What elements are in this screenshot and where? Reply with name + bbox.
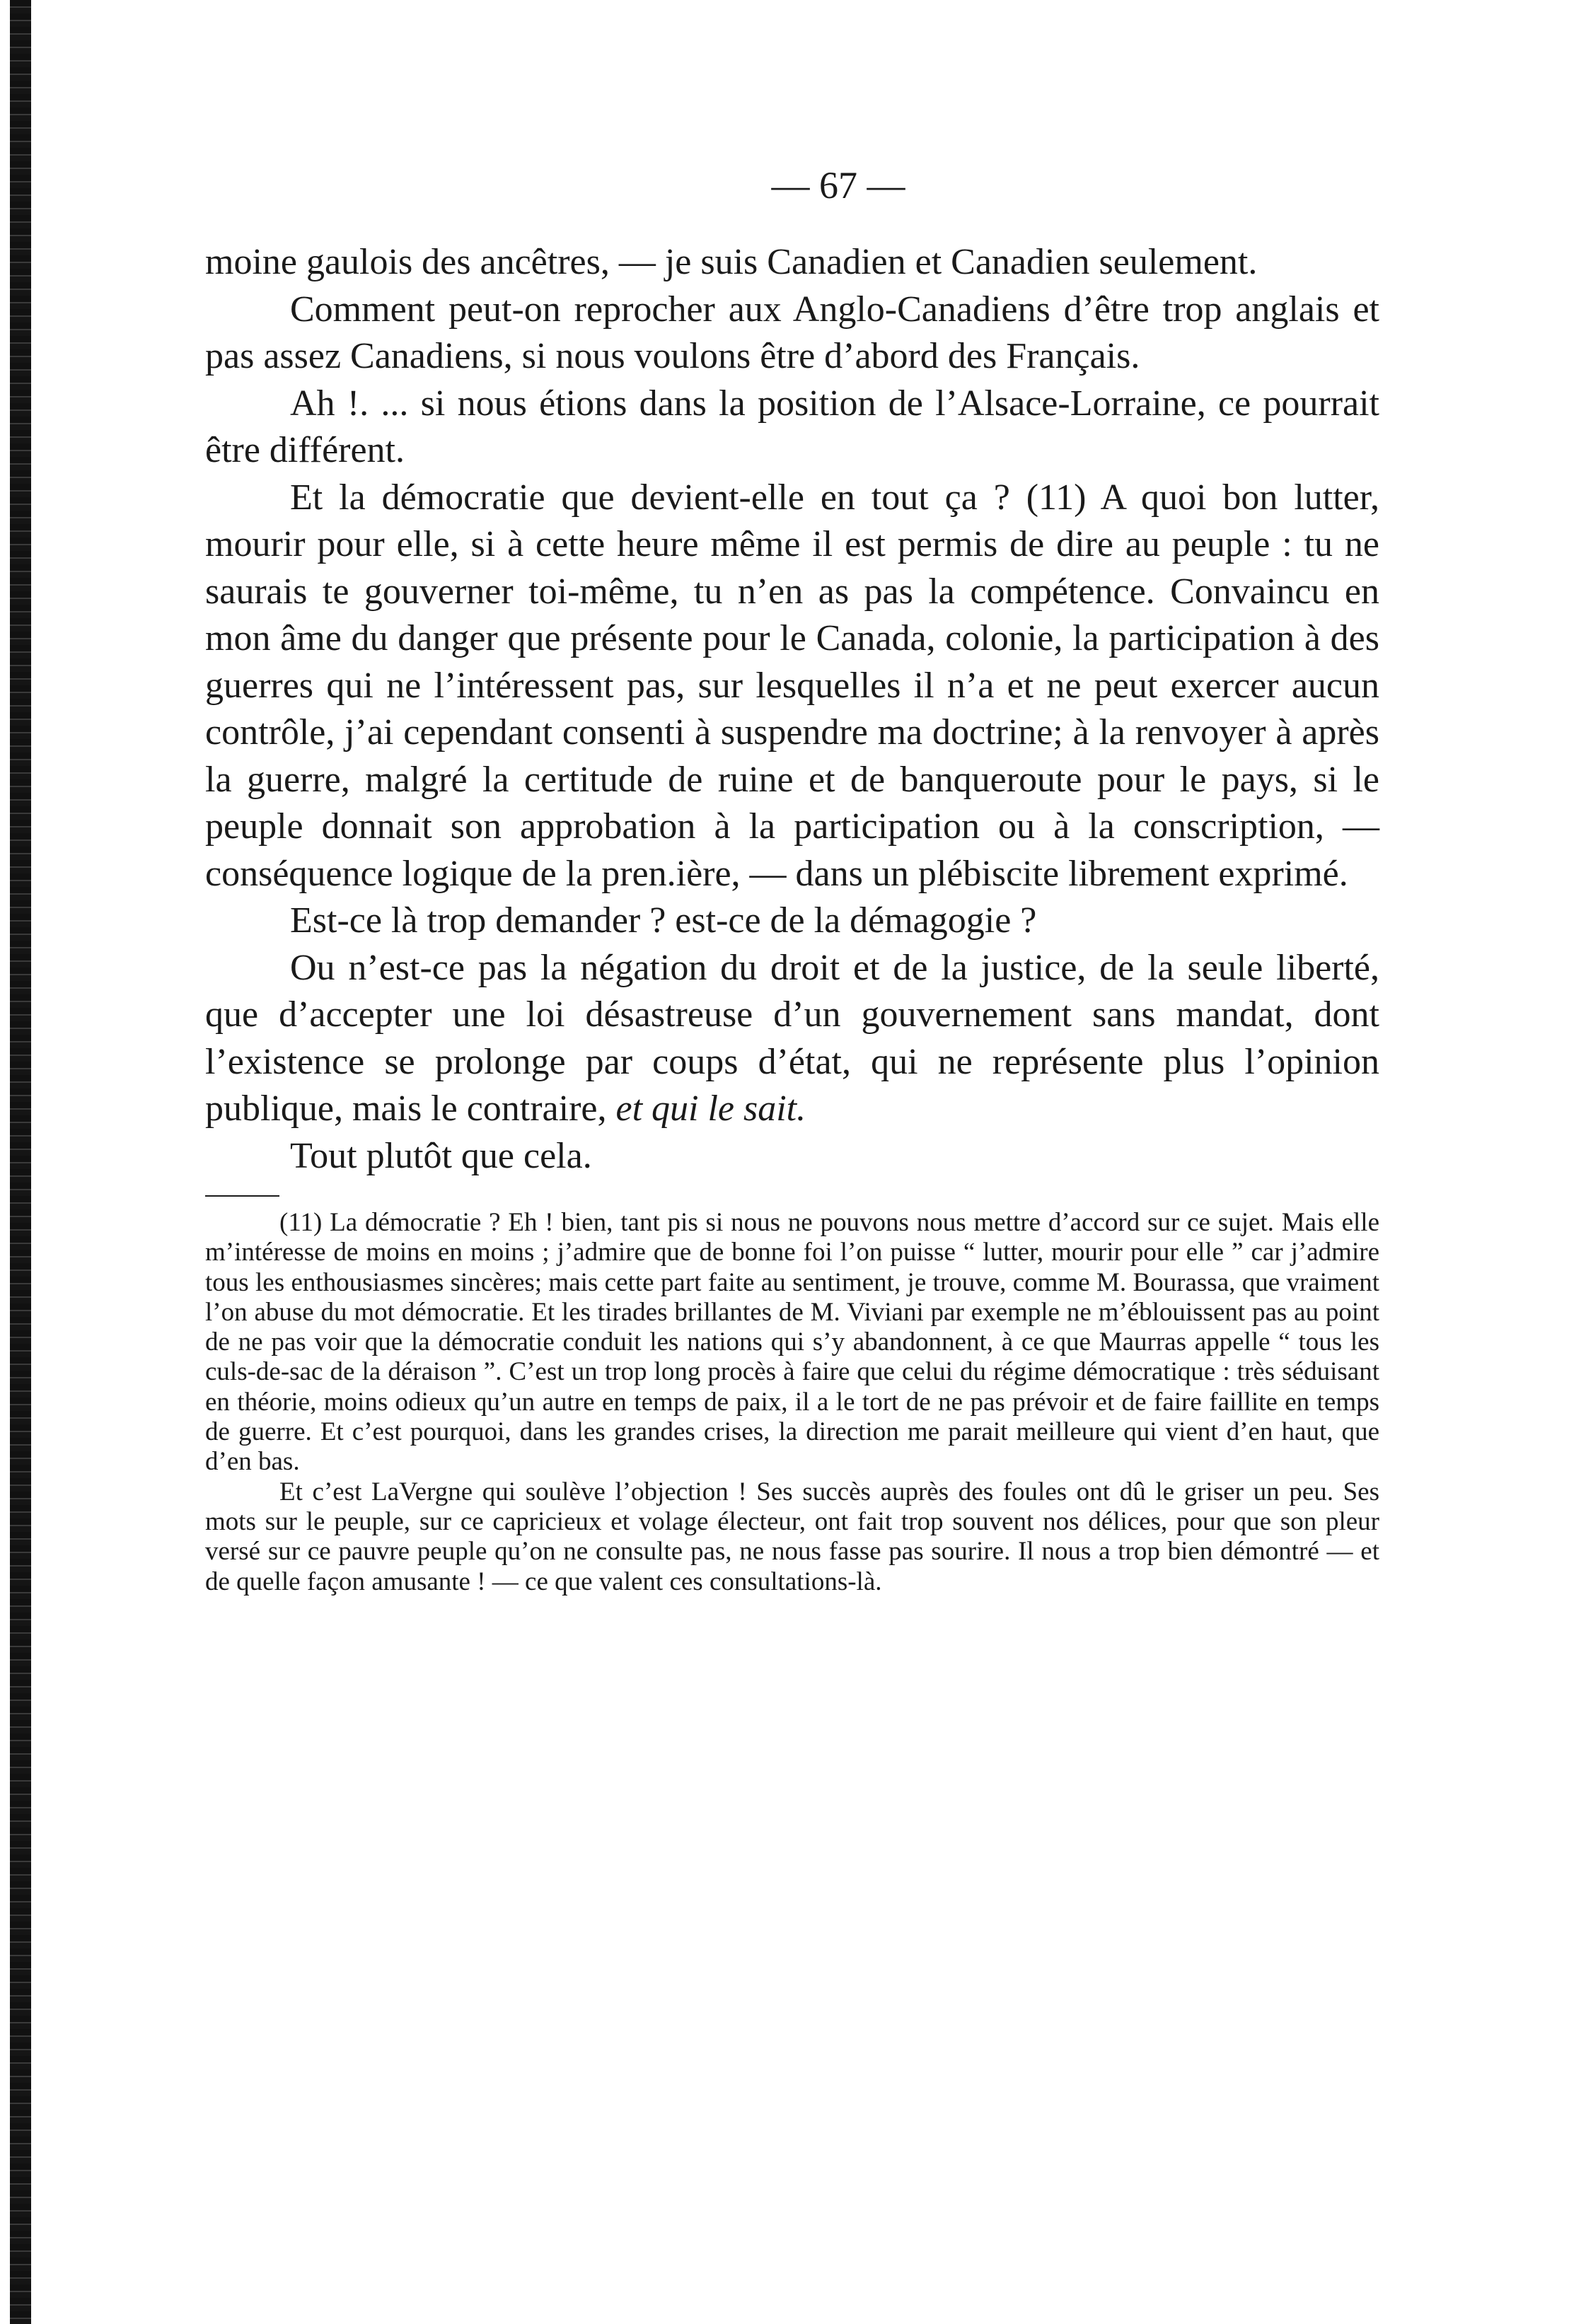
footnotes [205, 1208, 1379, 1597]
footnote-11: (11) La démocratie ? Eh ! bien, tant pis si nous ne pouvons nous mettre d’accord sur ce sujet. Mais elle m’intéresse de moins en moins ; j’admire que de bonne foi l’on puisse “ lutter, mourir pour elle ” car j’admire tous les enthousiasmes sincères; mais cette part faite au sentiment, je trouve, comme M. Bourassa, que vraiment l’on abuse du mot démocratie. Et les tirades brillantes de M. Viviani par exemple ne m’éblouissent pas au point de ne pas voir que la démocratie conduit les nations qui s’y abandonnent, à ce que Maurras appelle “ tous les culs-de-sac de la déraison ”. C’est un trop long procès à faire que celui du régime démocratique : très séduisant en théorie, moins odieux qu’un autre en temps de paix, il a le tort de ne pas prévoir et de faire faillite en temps de guerre. Et c’est pourquoi, dans les grandes crises, la direction me parait meilleure qui vient d’en haut, que d’en bas. [205, 1208, 1379, 1477]
body-paragraph-5: Est-ce là trop demander ? est-ce de la démagogie ? [290, 900, 1037, 941]
body-paragraph-1: moine gaulois des ancêtres, — je suis Canadien et Canadien seulement. [205, 242, 1258, 282]
body-paragraph-2: Comment peut-on reprocher aux Anglo-Canadiens d’être trop anglais et pas assez Canadiens, si nous voulons être d’abord des Français. [205, 289, 1379, 376]
body-paragraph-6-text: Ou n’est-ce pas la négation du droit et de la justice, de la seule liberté, que d’accepter une loi désastreuse d’un gouvernement sans mandat, dont l’existence se prolonge par coups d’état, qui ne représente plus l’opinion publique, mais le contraire, [205, 947, 1379, 1129]
body-text [205, 239, 1379, 1180]
footnote-separator [205, 1195, 279, 1197]
page-binding-edge [10, 0, 31, 2324]
book-page [205, 163, 1379, 1597]
footnote-11-continued: Et c’est LaVergne qui soulève l’objection ! Ses succès auprès des foules ont dû le griser un peu. Ses mots sur le peuple, sur ce capricieux et volage électeur, ont fait trop souvent nos délices, pour que son pleur versé sur ce pauvre peuple qu’on ne consulte pas, ne nous fasse pas sourire. Il nous a trop bien démontré — et de quelle façon amusante ! — ce que valent ces consultations-là. [205, 1477, 1379, 1596]
body-paragraph-3: Ah !. ... si nous étions dans la position de l’Alsace-Lorraine, ce pourrait être différent. [205, 383, 1379, 470]
body-paragraph-4: Et la démocratie que devient-elle en tout ça ? (11) A quoi bon lutter, mourir pour elle, si à cette heure même il est permis de dire au peuple : tu ne saurais te gouverner toi-même, tu n’en as pas la compétence. Convaincu en mon âme du danger que présente pour le Canada, colonie, la participation à des guerres qui ne l’intéressent pas, sur lesquelles il n’a et ne peut exercer aucun contrôle, j’ai cependant consenti à suspendre ma doctrine; à la renvoyer à après la guerre, malgré la certitude de ruine et de banqueroute pour le pays, si le peuple donnait son approbation à la participation ou à la conscription, — conséquence logique de la pren.ière, — dans un plébiscite librement exprimé. [205, 477, 1379, 894]
body-paragraph-6 [205, 945, 1379, 1133]
page-number: — 67 — [771, 164, 905, 207]
body-paragraph-7: Tout plutôt que cela. [290, 1135, 592, 1176]
italic-phrase: et qui le sait. [615, 1088, 806, 1129]
